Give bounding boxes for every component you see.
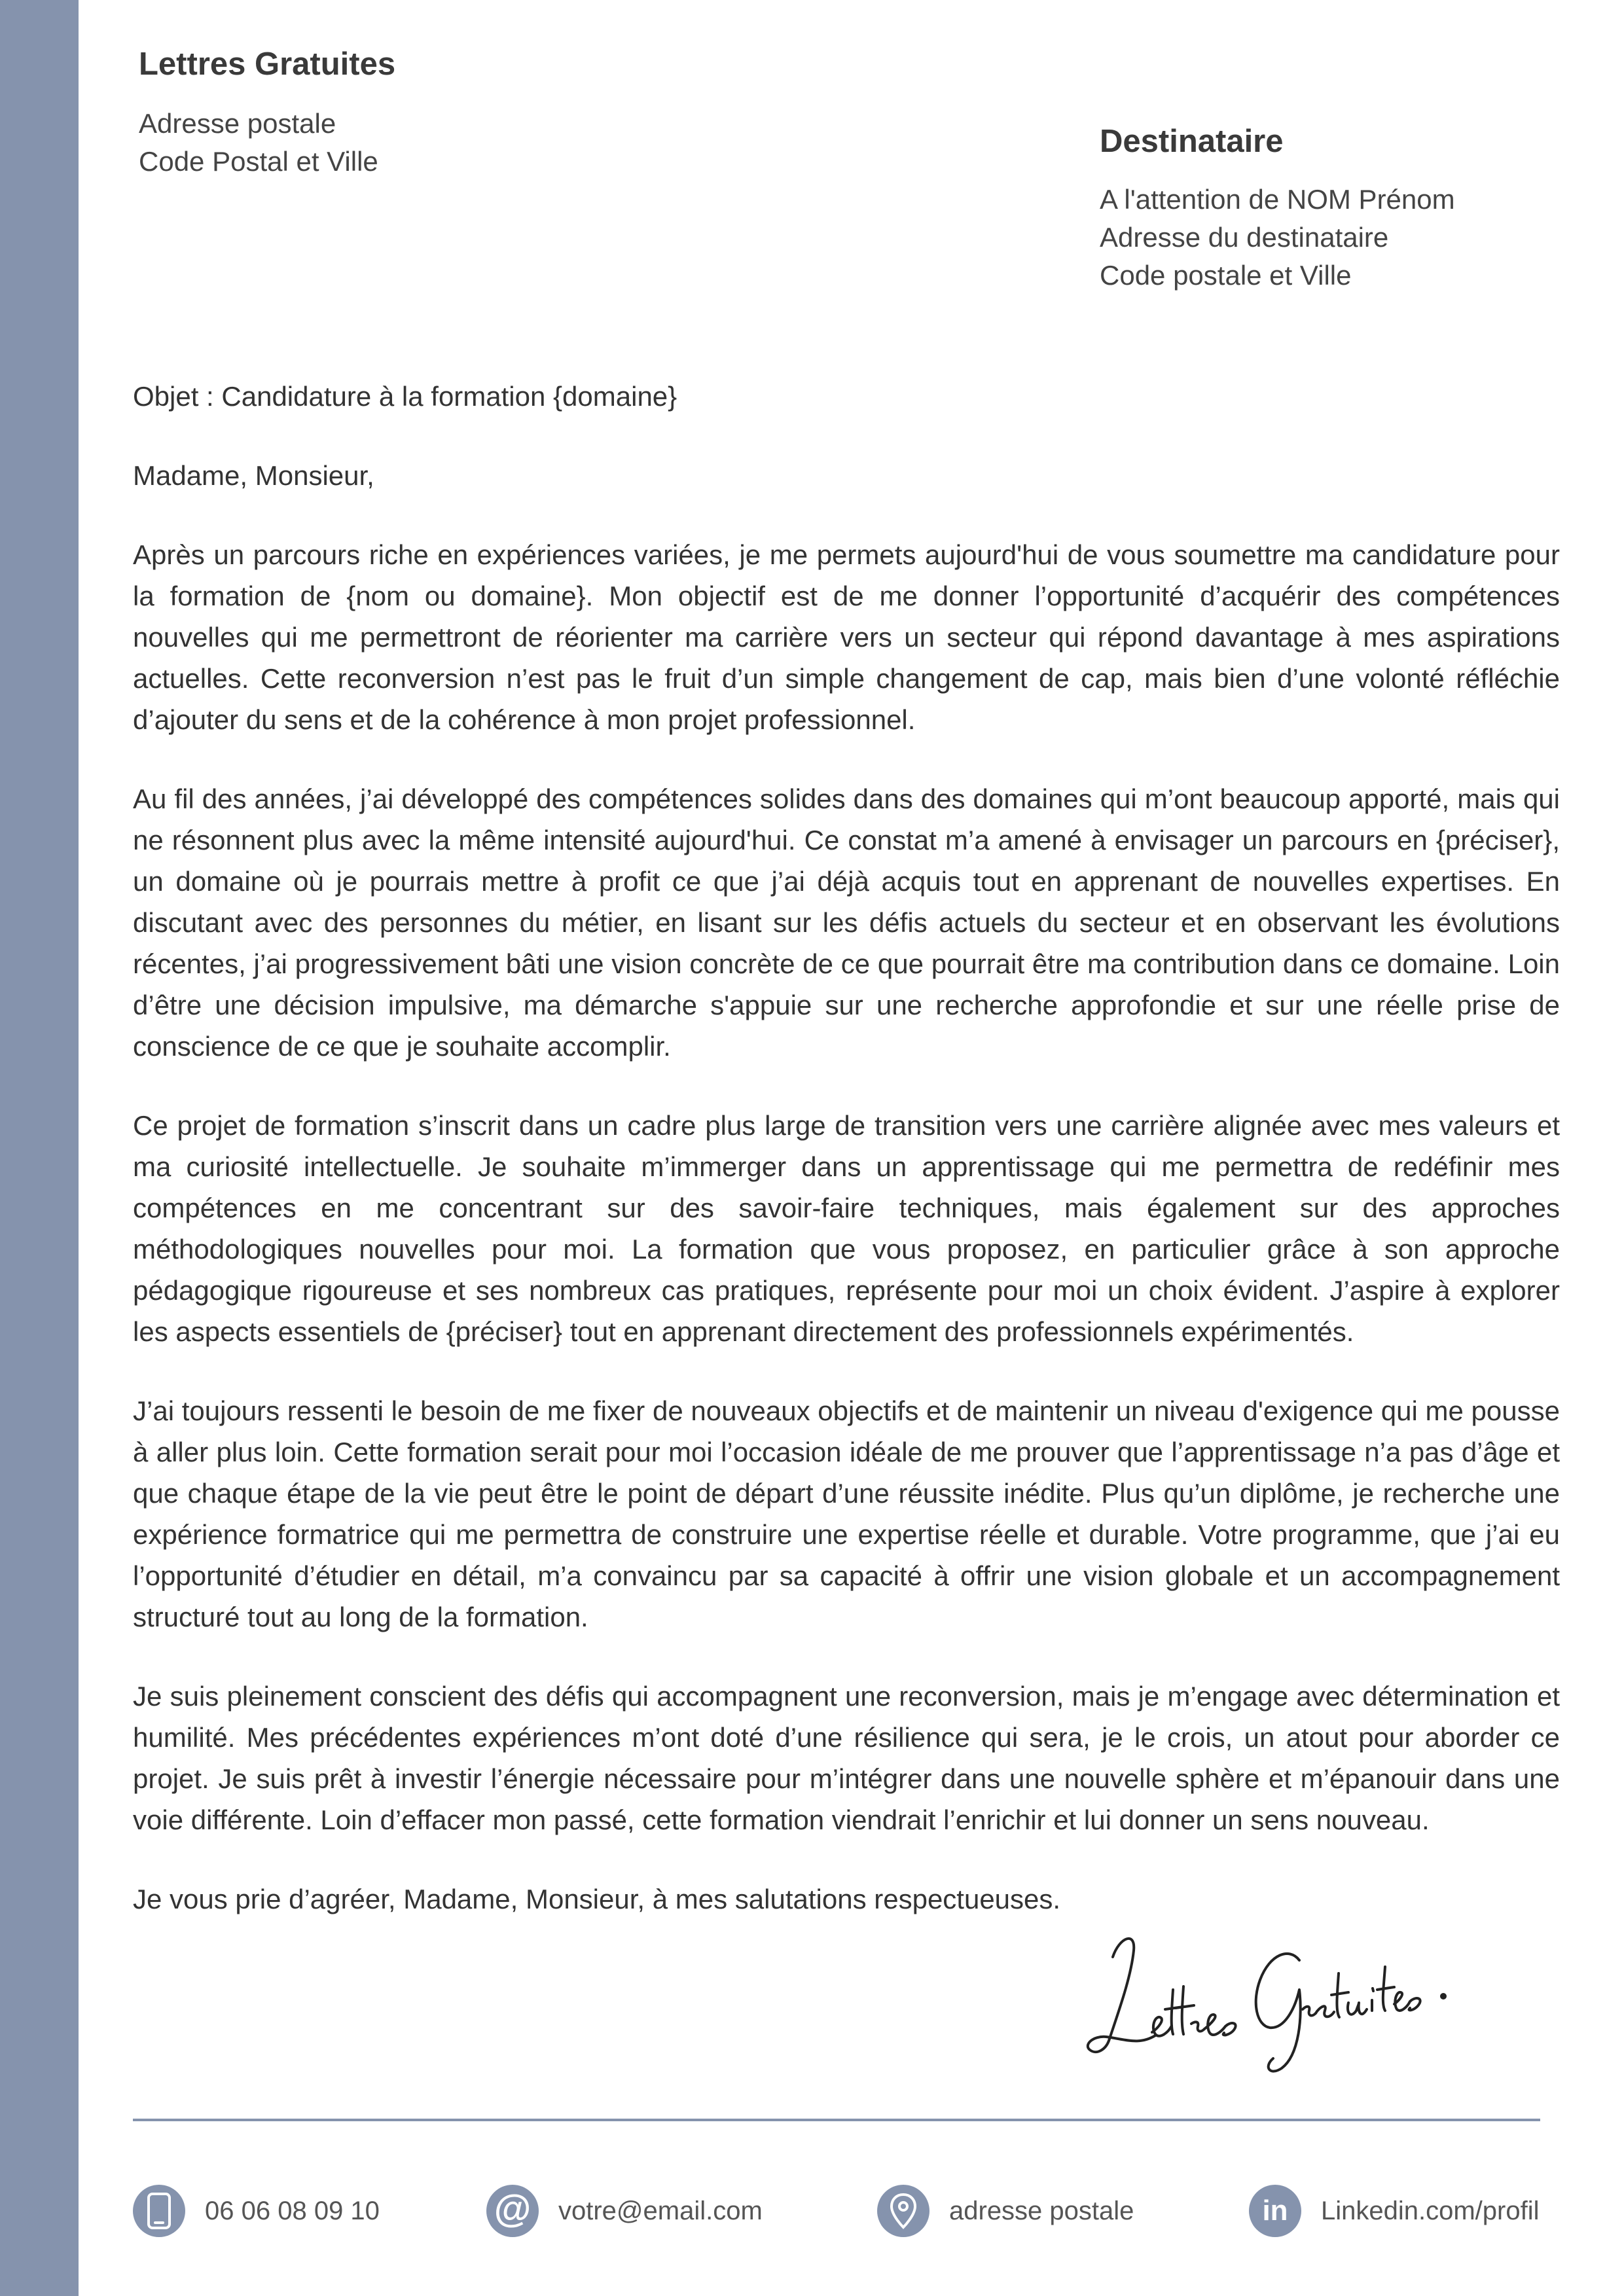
footer-divider [133, 2119, 1540, 2121]
contact-linkedin [1249, 2185, 1540, 2237]
sender-block [139, 46, 395, 181]
location-pin-icon [877, 2185, 929, 2237]
letter-paragraph-4: J’ai toujours ressenti le besoin de me fixer de nouveaux objectifs et de maintenir un niveau d'exigence qui me pousse à aller plus loin. Cette formation serait pour moi l’occasion idéale de me prouver que l’apprentissage n’a pas d’âge et que chaque étape de la vie peut être le point de départ d’une réussite inédite. Plus qu’un diplôme, je recherche une expérience formatrice qui me permettra de construire une expertise réelle et durable. Votre programme, que j’ai eu l’opportunité d’étudier en détail, m’a convaincu par sa capacité à offrir une vision globale et un accompagnement structuré tout au long de la formation. [133, 1395, 1560, 1632]
postal-address[interactable]: adresse postale [949, 2196, 1134, 2225]
sender-address-line2: Code Postal et Ville [139, 146, 378, 177]
phone-number[interactable]: 06 06 08 09 10 [205, 2196, 380, 2225]
letter-closing: Je vous prie d’agréer, Madame, Monsieur, à mes salutations respectueuses. [133, 1884, 1061, 1914]
email-address[interactable]: votre@email.com [558, 2196, 763, 2225]
letter-subject: Objet : Candidature à la formation {domaine} [133, 381, 677, 412]
contact-address [877, 2185, 1134, 2237]
recipient-line1: A l'attention de NOM Prénom [1100, 184, 1455, 215]
letter-paragraph-1: Après un parcours riche en expériences variées, je me permets aujourd'hui de vous soumettre ma candidature pour la formation de {nom ou domaine}. Mon objectif est de me donner l’opportunité d’acquérir des compétences nouvelles qui me permettront de réorienter ma carrière vers un secteur qui répond davantage à mes aspirations actuelles. Cette reconversion n’est pas le fruit d’un simple changement de cap, mais bien d’une volonté réfléchie d’ajouter du sens et de la cohérence à mon projet professionnel. [133, 539, 1560, 735]
at-icon: @ [486, 2185, 539, 2237]
recipient-title: Destinataire [1100, 124, 1284, 159]
recipient-block [1100, 123, 1455, 295]
linkedin-url[interactable]: Linkedin.com/profil [1321, 2196, 1540, 2225]
accent-sidebar [0, 0, 79, 2296]
contact-email [486, 2185, 763, 2237]
sender-name: Lettres Gratuites [139, 46, 396, 82]
letter-salutation: Madame, Monsieur, [133, 460, 374, 491]
letter-paragraph-5: Je suis pleinement conscient des défis qui accompagnent une reconversion, mais je m’engage avec détermination et humilité. Mes précédentes expériences m’ont doté d’une résilience qui sera, je le crois, un atout pour aborder ce projet. Je suis prêt à investir l’énergie nécessaire pour m’intégrer dans une nouvelle sphère et m’épanouir dans une voie différente. Loin d’effacer mon passé, cette formation viendrait l’enrichir et lui donner un sens nouveau. [133, 1681, 1560, 1835]
letter-paragraph-2: Au fil des années, j’ai développé des compétences solides dans des domaines qui m’ont beaucoup apporté, mais qui ne résonnent plus avec la même intensité aujourd'hui. Ce constat m’a amené à envisager un parcours en {préciser}, un domaine où je pourrais mettre à profit ce que j’ai déjà acquis tout en apprenant de nouvelles expertises. En discutant avec des personnes du métier, en lisant sur les défis actuels du secteur et en observant les évolutions récentes, j’ai progressivement bâti une vision concrète de ce que pourrait être ma contribution dans ce domaine. Loin d’être une décision impulsive, ma démarche s'appuie sur une recherche approfondie et sur une réelle prise de conscience de ce que je souhaite accomplir. [133, 783, 1560, 1062]
letter-paragraph-3: Ce projet de formation s’inscrit dans un cadre plus large de transition vers une carrière alignée avec mes valeurs et ma curiosité intellectuelle. Je souhaite m’immerger dans un apprentissage qui me permettra de redéfinir mes compétences en me concentrant sur des savoir-faire techniques, mais également sur des approches méthodologiques nouvelles pour moi. La formation que vous proposez, en particulier grâce à son approche pédagogique rigoureuse et ses nombreux cas pratiques, représente pour moi un choix évident. J’aspire à explorer les aspects essentiels de {préciser} tout en apprenant directement des professionnels expérimentés. [133, 1110, 1560, 1347]
linkedin-icon: in [1249, 2185, 1301, 2237]
phone-icon [133, 2185, 185, 2237]
contact-phone [133, 2185, 380, 2237]
recipient-line2: Adresse du destinataire [1100, 222, 1389, 253]
sender-address-line1: Adresse postale [139, 108, 336, 139]
letter-body [133, 376, 1560, 1958]
contact-footer [133, 2185, 1540, 2237]
recipient-line3: Code postale et Ville [1100, 260, 1352, 291]
handwritten-signature [1074, 1911, 1466, 2075]
